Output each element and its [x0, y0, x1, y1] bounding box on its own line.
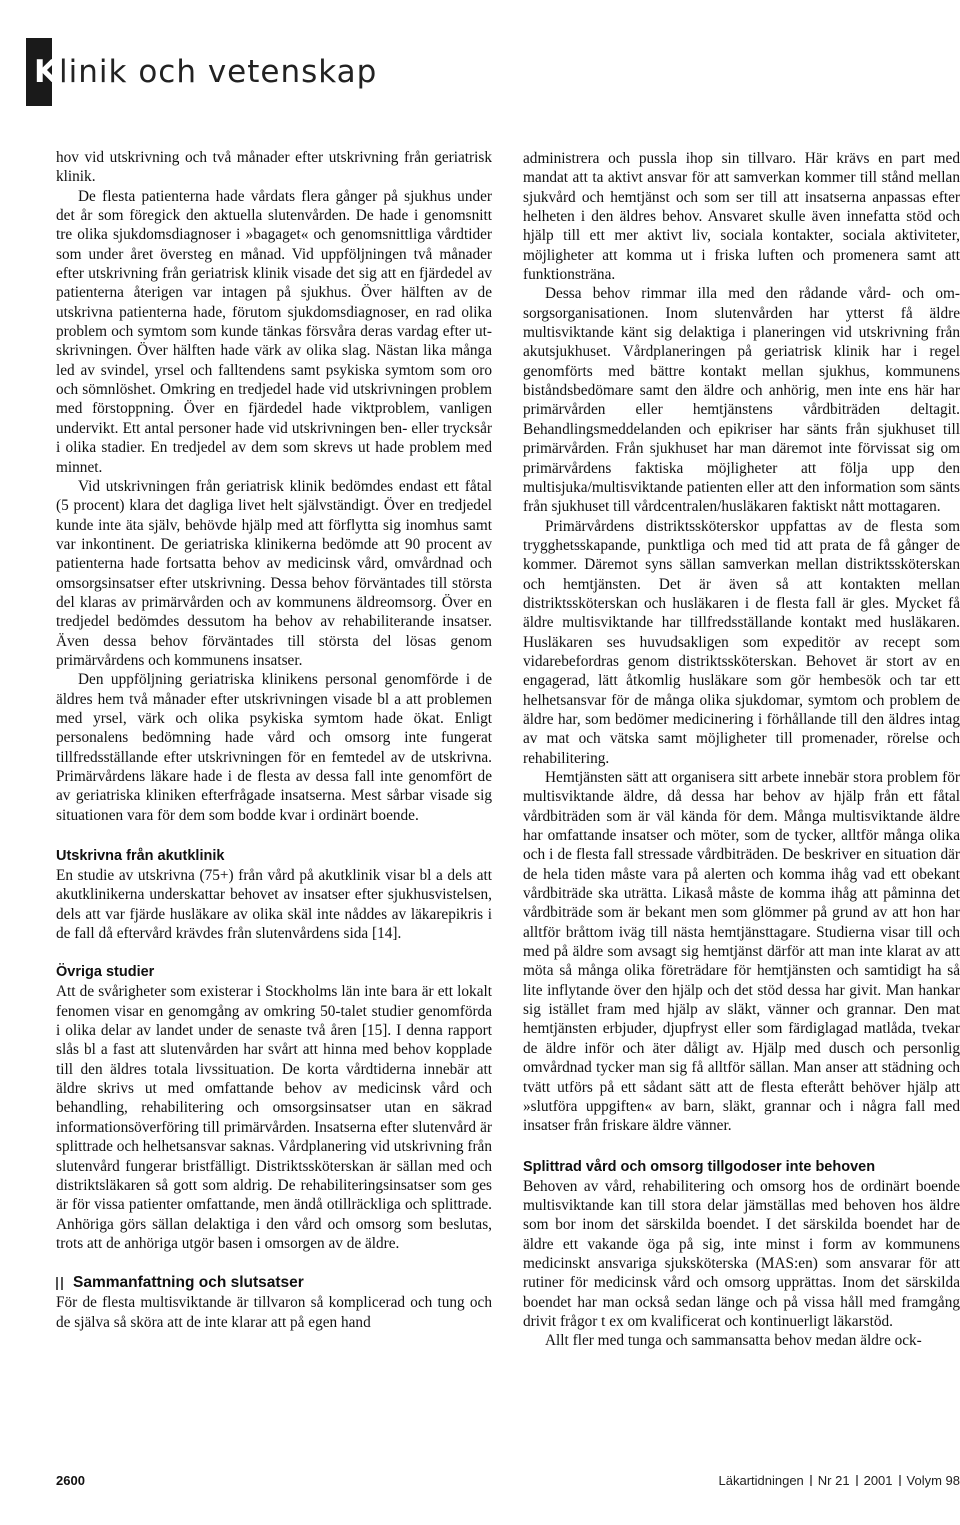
separator-icon: [856, 1475, 858, 1486]
publication-year: 2001: [863, 1473, 893, 1488]
paragraph: En studie av utskrivna (75+) från vård på akutklinik visar bl a dels att akutklinikerna underskattar behovet av insatser efter sjukhusvistelsen, dels att var fjärde husläkare av olika skäl inte nåddes av läkarepikris i de fall då eftervård krävdes från slutenvårdens sida [14].: [56, 867, 492, 943]
paragraph: Primärvårdens distriktssköterskor uppfattas av de flesta som trygghetsskapande, punktliga och med tid att prata de få gånger de kommer. Däremot syns sällan samverkan mellan distriktssköterskan och hemtjänsten. Det är även så att kontakten mellan distriktssköterskan och husläkaren i de flesta fall är gles. Mycket få äldre multisviktande har tillfredsställande kontakt med husläkaren. Husläkaren ses huvudsakligen som expeditör av recept som vidarebefordras genom distriktssköterskan. Behovet är stort av en engagerad, lätt åtkomlig husläkare som gör hembesök och tar ett helhetsansvar för de många olika sjukdomar, symtom och problem de äldre har, som bedömer medicinering i förhållande till den äldres intag av mat och vätska samt möjligheter till promenader, rörelse och rehabilitering.: [523, 517, 960, 767]
paragraph: Behoven av vård, rehabilitering och omsorg hos de ordinärt boende multisviktande kan till stora delar jämställas med behoven hos äldre som bor inom det särskilda boendet. I det särskilda boendet har de äldre ett vakande öga på sig, inte minst i form av kommunens medicinskt ansvariga sjuksköterska (MAS:en) som ansvarar för att rutiner för medicinsk vård och omsorg upprättas. Inom det särskilda boendet har man också sedan länge och på vissa håll med framgång drivit frågor t ex om kvalificerat och kontinuerligt läkarstöd.: [523, 1177, 960, 1330]
section-marker-icon: [61, 1277, 63, 1290]
section-header: [26, 38, 376, 106]
section-heading: [56, 1273, 492, 1293]
paragraph: hov vid utskrivning och två månader efter utskrivning från geriatrisk klinik.: [56, 149, 492, 186]
section-title: [34, 54, 377, 90]
paragraph: administrera och pussla ihop sin tillvaro. Här krävs en part med mandat att ta aktivt ansvar för att samverkan kommer till stånd mellan sjukvård och hemtjänst och som ser till att insatserna anpassas efter helheten i den äldres behov. Ansvaret skulle även innefatta stöd och hjälp till ett mer aktivt liv, sociala kontakter, sociala aktiviteter, möjligheter att komma ut i friska luften och promenera samt att funktionsträna.: [523, 150, 960, 284]
subheading: Splittrad vård och omsorg tillgodoser inte behoven: [523, 1158, 876, 1175]
paragraph: För de flesta multisviktande är tillvaron så komplicerad och tung och de själva så sköra att de inte klarar att på egen hand: [56, 1294, 492, 1331]
subheading: Övriga studier: [56, 964, 155, 981]
page-number: 2600: [56, 1473, 85, 1488]
subheading: Utskrivna från akutklinik: [56, 848, 225, 865]
paragraph: De flesta patienterna hade vårdats flera gånger på sjukhus under det år som föregick den aktuella slutenvården. De hade i genomsnitt tre olika sjukdomsdiagnoser i »bagaget« och genomsnittliga vårdtider som under året översteg en månad. Vid uppföljningen två månader efter utskrivning från geriatrisk klinik visade det sig att en fjärdedel av patienterna återigen var intagen på sjukhus. Över hälften av de utskrivna patienterna hade, förutom sjukdomsdiagnoser, en rad olika problem och symtom som kunde tänkas försvåra deras vardag efter utskrivningen. Över hälften hade värk av olika slag. Nästan lika många led av svindel, yrsel och falltendens samt psykiska symtom som oro och sömnlöshet. Omkring en tredjedel hade vid utskrivningen problem med förstoppning. Över en fjärdedel hade viktproblem, vanligen undervikt. Ett antal personer hade vid utskrivningen ben- eller trycksår i olika stadier. En tredjedel av dem som skrevs ut hade problem med minnet.: [56, 187, 492, 476]
paragraph: Dessa behov rimmar illa med den rådande vård- och omsorgsorganisationen. Inom slutenvården har ytterst få äldre multisviktande känt sig delaktiga i planeringen vid utskrivning från akutsjukhuset. Vårdplaneringen på geriatrisk klinik har i regel genomförts med bättre kontakt mellan sjukhus, kommunens biståndsbedömare samt den äldre och anhörig, men inte ens här har primärvården eller hemtjänstens vårdbiträden deltagit. Behandlingsmeddelanden och epikriser har sänts från sjukhuset till primärvården. Från sjukhuset har man däremot inte förvissat sig om primärvårdens faktiska möjligheter att följa upp den multisjuka/multisviktande patienten eller att den information som sänts från sjukhuset till vårdcentralen/husläkaren faktiskt nått mottagaren.: [523, 285, 960, 516]
separator-icon: [899, 1475, 901, 1486]
paragraph: Att de svårigheter som existerar i Stockholms län inte bara är ett lokalt fenomen visar en genomgång av omkring 50-talet studier genomförda i olika delar av landet under de senaste två åren [15]. I denna rapport slås bl a fast att slutenvården har svårt att hinna med behov kopplade till den äldres totala livssituation. De korta vårdtiderna innebär att äldre skrivs ut med omfattande behov av medicinsk vård och behandling, rehabilitering och omsorgsinsatser utan en säkrad informationsöverföring till primärvården. Insatserna efter slutenvård är splittrade och helhetsansvar saknas. Vårdplanering vid utskrivning från slutenvård fungerar bristfälligt. Distriktssköterskan är sällan med och distriktsläkaren så gott som aldrig. De rehabiliteringsinsatser som ges är för vissa patienter omfattande, men ändå otillräckliga och splittrade. Anhöriga görs sällan delaktiga i den vård och omsorg som beslutas, trots att de anhöriga utgör basen i omsorgen av de äldre.: [56, 983, 492, 1252]
left-column: [56, 148, 492, 1332]
separator-icon: [810, 1475, 812, 1486]
right-column: [523, 149, 960, 1351]
section-heading-text: Sammanfattning och slutsatser: [73, 1274, 304, 1292]
section-title-initial: K: [34, 54, 60, 90]
journal-info: [719, 1473, 960, 1488]
paragraph: Allt fler med tunga och sammansatta behov medan äldre ock-: [545, 1332, 922, 1350]
paragraph: Den uppföljning geriatriska klinikens personal genomförde i de äldres hem två månader efter utskrivningen visade bl a att problemen med yrsel, värk och olika psykiska symtom hade ökat. Enligt personalens bedömning hade vård och omsorg inte fungerat tillfredsställande efter utskrivningen för en femtedel av de utskrivna. Primärvårdens läkare hade i de flesta av dessa fall inte genomfört de av geriatriska kliniken efterfrågade insatserna. Mest sårbar visade sig situationen vara för dem som bodde kvar i ordinärt boende.: [56, 671, 492, 824]
volume-number: Volym 98: [906, 1473, 960, 1488]
section-title-rest: linik och vetenskap: [59, 54, 378, 90]
paragraph: Hemtjänsten sätt att organisera sitt arbete innebär stora problem för multisviktande äldre, då dessa har behov av hjälp från ett fåtal vårdbiträden som är väl kända för dem. Många multisviktande äldre har omfattande insatser och möter, som de tycker, alltför många olika och i de flesta fall stressade vårdbiträden. De beskriver en situation där de hela tiden måste vara på alerten och komma ihåg vad ett obekant vårdbiträde ska uträtta. Likaså måste de komma ihåg att påminna det vårdbiträde som är bekant men som glömmer på grund av att hon har alltför bråttom iväg till nästa hemtjänsttagare. Studierna visar till och med på äldre som avsagt sig hemtjänst därför att man inte klarat av att möta så många olika företrädare för hemtjänsten och samtidigt ha så lite inflytande över den hjälp och det stöd dessa har givit. Man hankar sig istället fram med hjälp av släkt, vänner och grannar. Den mat hemtjänsten erbjuder, djupfryst eller som färdiglagad matlåda, tvekar de äldre inför och äter dåligt av. Hjälp med dusch och personlig omvårdnad tycker man sig få alltför sällan. Man anser att städning och tvätt utförs på ett sådant sätt att de flesta efterått behöver hjälp att »slutföra uppgiften« av barn, släkt, grannar och i några fall med insatser från friskare äldre vänner.: [523, 769, 960, 1135]
paragraph: Vid utskrivningen från geriatrisk klinik bedömdes endast ett fåtal (5 procent) klara det dagliga livet helt självständigt. Över en tredjedel kunde inte äta själv, behövde hjälp med att förflytta sig inomhus samt var inkontinent. De geriatriska klinikerna bedömde att 90 procent av patienterna hade fortsatta behov av medicinsk vård, omvårdnad och omsorgsinsatser efter utskrivning. Dessa behov förväntades till största del klaras av primärvården och av kommunens äldreomsorg. Över en tredjedel bedömdes dessutom ha behov av rehabiliterande insatser. Även dessa behov förväntades till största del lösas genom primärvårdens och kommunens insatser.: [56, 477, 492, 669]
section-marker-icon: [56, 1277, 58, 1290]
issue-number: Nr 21: [817, 1473, 850, 1488]
journal-name: Läkartidningen: [718, 1473, 804, 1488]
